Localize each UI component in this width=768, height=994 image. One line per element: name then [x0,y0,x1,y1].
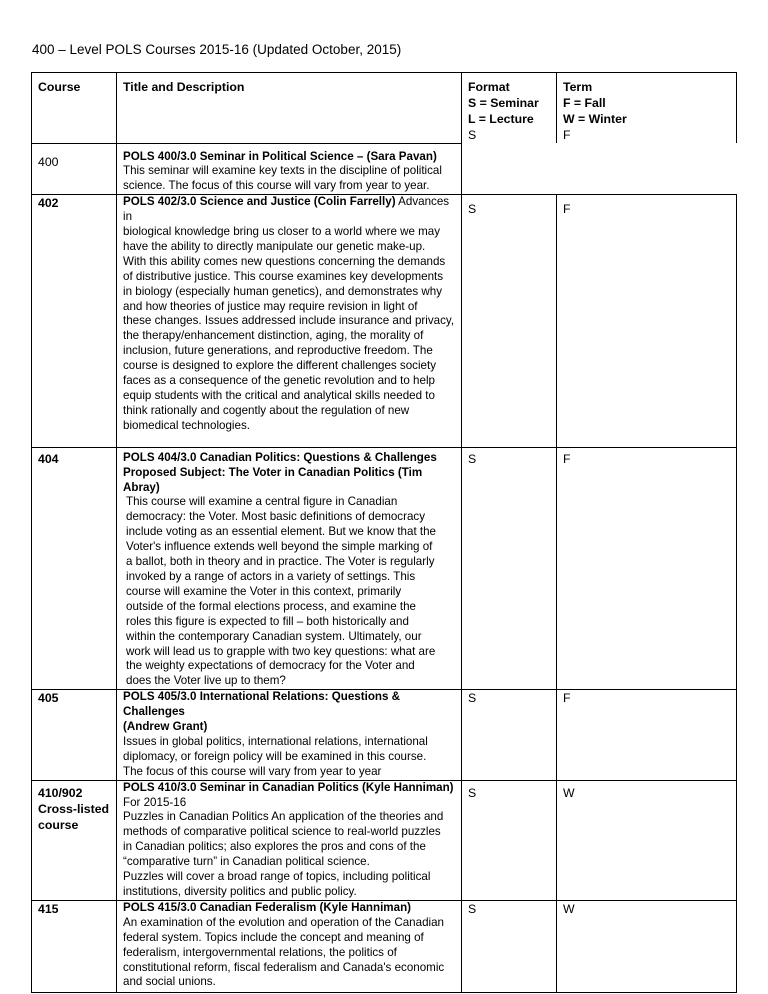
description-line: “comparative turn” in Canadian political science. [123,855,370,869]
term-value: F [563,202,571,217]
description-line: An examination of the evolution and operation of the Canadian [123,915,444,929]
description-line: of distributive justice. This course examines key developments [123,269,444,283]
row-415-format [462,900,557,992]
course-heading: POLS 405/3.0 International Relations: Questions & Challenges [123,690,401,719]
course-subheading: (Andrew Grant) [123,720,208,734]
course-code-note: Cross-listed [38,801,110,816]
description-line: Issues in global politics, international relations, international [123,734,428,748]
description-line: This course will examine a central figure in Canadian [126,495,398,509]
description-line: include voting as an essential element. But we know that the [126,525,436,539]
course-subheading: Proposed Subject: The Voter in Canadian Politics (Tim Abray) [123,465,423,494]
course-code: 405 [38,691,59,706]
description-line: equip students with the critical and analytical skills needed to [123,389,435,402]
header-format [462,73,557,144]
description-line: in biology (especially human genetics), and demonstrates why [123,284,442,298]
description-line: a ballot, both in theory and in practice. The Voter is regularly [126,555,435,569]
description-line: think rationally and cogently about the regulation of new [123,403,410,417]
table-row [32,780,737,900]
description-line: in Canadian politics; also explores the pros and cons of the [123,840,426,854]
description-line: outside of the formal elections process, and examine the [126,599,417,613]
header-format-line: S = Seminar [468,96,539,110]
description-line: work will lead us to grapple with two key questions: what are [126,644,436,658]
row-405-code [32,690,117,780]
description-line: and how theories of justice may require revision in light of [123,299,418,313]
description-line: democracy: the Voter. Most basic definitions of democracy [126,510,426,524]
header-format-line: Format [468,80,510,94]
header-title-description: Title and Description [117,73,462,144]
row-415-term [557,900,737,992]
header-term [557,73,737,144]
table-header-row [32,73,737,144]
header-term-line: W = Winter [563,112,627,126]
description-line: biomedical technologies. [123,418,250,432]
header-format-line: L = Lecture [468,112,534,126]
description-line: the weighty expectations of democracy for the Voter and [126,659,415,673]
course-heading: POLS 402/3.0 Science and Justice (Colin Farrelly) [123,195,396,209]
row-415-code [32,900,117,992]
description-line: methods of comparative political science to real-world puzzles [123,825,441,839]
row-404-term [557,447,737,690]
description-line: diplomacy, or foreign policy will be examined in this course. [123,749,427,763]
header-term-line: Term [563,80,593,94]
header-course: Course [32,73,117,144]
description-line: science. The focus of this course will vary from year to year. [123,179,430,193]
description-line: invoked by a range of actors in a variety of settings. This [126,569,416,583]
course-heading: POLS 415/3.0 Canadian Federalism (Kyle Hanniman) [123,900,412,914]
table-row [32,195,737,448]
course-heading-tail: Advances in [123,195,450,224]
description-line: This seminar will examine key texts in the discipline of political [123,164,442,178]
row-404-description [117,447,462,690]
row-410-code [32,780,117,900]
row-402-format [462,195,557,448]
description-line: constitutional reform, fiscal federalism and Canada's economic [123,960,445,974]
course-table [31,72,737,993]
description-line: within the contemporary Canadian system. Ultimately, our [126,629,422,643]
description-line: Voter's influence extends well beyond the simple marking of [126,540,433,554]
course-code-note: course [38,817,79,832]
page-title: 400 – Level POLS Courses 2015-16 (Updated October, 2015) [32,42,402,57]
course-heading: POLS 404/3.0 Canadian Politics: Questions & Challenges [123,450,437,464]
term-value: W [563,901,575,916]
description-line: For 2015-16 [123,795,187,809]
description-line: biological knowledge bring us closer to a world where we may [123,225,441,239]
table-row [32,143,737,195]
table-row [32,447,737,690]
row-415-description [117,900,462,992]
description-line: The focus of this course will vary from year to year [123,764,382,778]
description-line: faces as a consequence of the genetic revolution and to help [123,374,435,388]
row-405-term [557,690,737,780]
row-404-format [462,447,557,690]
table-row [32,690,737,780]
term-value: F [563,451,571,466]
description-line: these changes. Issues addressed include insurance and privacy, [123,314,455,328]
term-value: F [563,691,571,706]
description-line: inclusion, future generations, and reproductive freedom. The [123,344,433,358]
row-410-format [462,780,557,900]
course-code: 404 [38,451,59,466]
format-value: S [468,451,477,466]
description-line: the therapy/enhancement distinction, aging, the morality of [123,329,424,343]
row-402-term [557,195,737,448]
header-term-line: F = Fall [563,96,606,110]
description-line: federalism, intergovernmental relations, the politics of [123,945,397,959]
course-code: 415 [38,901,59,916]
row-402-description [117,195,462,448]
row-404-code [32,447,117,690]
row-400-description [117,143,462,195]
table-row [32,900,737,992]
row-402-code [32,195,117,448]
format-value: S [468,901,477,916]
term-value: W [563,785,575,800]
course-heading: POLS 400/3.0 Seminar in Political Science – (Sara Pavan) [123,149,437,163]
description-line: Puzzles will cover a broad range of topics, including political [123,870,431,884]
format-value: S [468,691,477,706]
row-405-description [117,690,462,780]
course-code: 400 [38,154,59,169]
row-400-term: F [563,128,571,142]
description-line: have the ability to directly manipulate our genetic make-up. [123,239,426,253]
row-410-description [117,780,462,900]
format-value: S [468,785,477,800]
description-line: institutions, diversity politics and public policy. [123,885,357,898]
description-line: and social unions. [123,975,216,989]
description-line: Puzzles in Canadian Politics An application of the theories and [123,810,444,824]
row-400-code [32,143,117,195]
description-line: roles this figure is expected to fill – both historically and [126,614,409,628]
course-heading-line [123,195,455,225]
course-code: 402 [38,196,59,211]
description-line: With this ability comes new questions concerning the demands [123,254,446,268]
course-heading: POLS 410/3.0 Seminar in Canadian Politics (Kyle Hanniman) [123,780,454,794]
row-410-term [557,780,737,900]
description-line: course is designed to explore the different challenges society [123,359,437,373]
description-line: federal system. Topics include the concept and meaning of [123,930,424,944]
description-line: course will examine the Voter in this context, primarily [126,584,402,598]
course-code: 410/902 [38,785,83,800]
description-line: does the Voter live up to them? [126,674,286,688]
row-400-format: S [468,128,477,142]
row-405-format [462,690,557,780]
format-value: S [468,202,477,217]
